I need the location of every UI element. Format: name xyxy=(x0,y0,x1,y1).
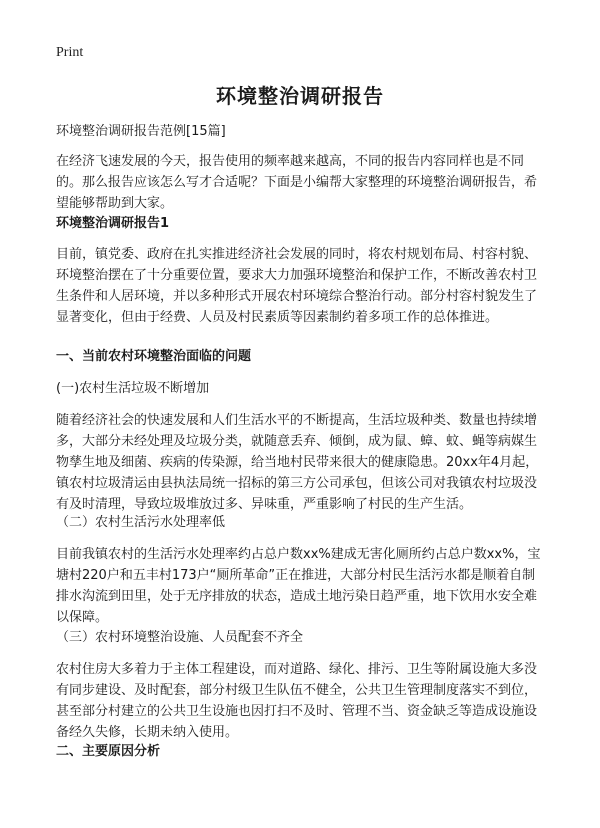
section2-heading: 二、主要原因分析 xyxy=(56,744,161,759)
paragraph-3: 目前我镇农村的生活污水处理率约占总户数xx%建成无害化厕所约占总户数xx%，宝塘村220户和五丰村173户“厕所革命”正在推进，大部分村民生活污水都是顺着自制排水沟流到田里，处于无序排放的状态，造成土地污染日趋严重，地下饮用水安全难以保障。 xyxy=(56,547,541,625)
report1-heading: 环境整治调研报告1 xyxy=(56,216,170,231)
intro-paragraph: 在经济飞速发展的今天，报告使用的频率越来越高，不同的报告内容同样也是不同的。那么报告应该怎么写才合适呢？下面是小编帮大家整理的环境整治调研报告，希望能够帮助到大家。 xyxy=(56,154,538,211)
subsection1-heading: (一)农村生活垃圾不断增加 xyxy=(56,381,210,396)
page-title: 环境整治调研报告 xyxy=(216,84,384,108)
print-link[interactable]: Print xyxy=(56,45,84,60)
subsection2-heading: （二）农村生活污水处理率低 xyxy=(56,515,226,530)
section1-heading: 一、当前农村环境整治面临的问题 xyxy=(56,349,252,364)
paragraph-2: 随着经济社会的快速发展和人们生活水平的不断提高，生活垃圾种类、数量也持续增多，大部分未经处理及垃圾分类，就随意丢弃、倾倒，成为鼠、蟑、蚊、蝇等病媒生物孳生地及细菌、疾病的传染源，给当地村民带来很大的健康隐患。20xx年4月起，镇农村垃圾清运由县执法局统一招标的第三方公司承包，但该公司对我镇农村垃圾没有及时清理，导致垃圾堆放过多、异味重，严重影响了村民的生产生活。 xyxy=(56,413,539,512)
document-subtitle: 环境整治调研报告范例[15篇] xyxy=(56,124,226,139)
subsection3-heading: （三）农村环境整治设施、人员配套不齐全 xyxy=(56,630,304,645)
paragraph-4: 农村住房大多着力于主体工程建设，而对道路、绿化、排污、卫生等附属设施大多没有同步建设、及时配套，部分村级卫生队伍不健全，公共卫生管理制度落实不到位，甚至部分村建立的公共卫生设施也因打扫不及时、管理不当、资金缺乏等造成设施设备经久失修，长期未纳入使用。 xyxy=(56,662,538,740)
paragraph-1: 目前，镇党委、政府在扎实推进经济社会发展的同时，将农村规划布局、村容村貌、环境整治摆在了十分重要位置，要求大力加强环境整治和保护工作，不断改善农村卫生条件和人居环境，并以多种形式开展农村环境综合整治行动。部分村容村貌发生了显著变化，但由于经费、人员及村民素质等因素制约着多项工作的总体推进。 xyxy=(56,247,538,325)
